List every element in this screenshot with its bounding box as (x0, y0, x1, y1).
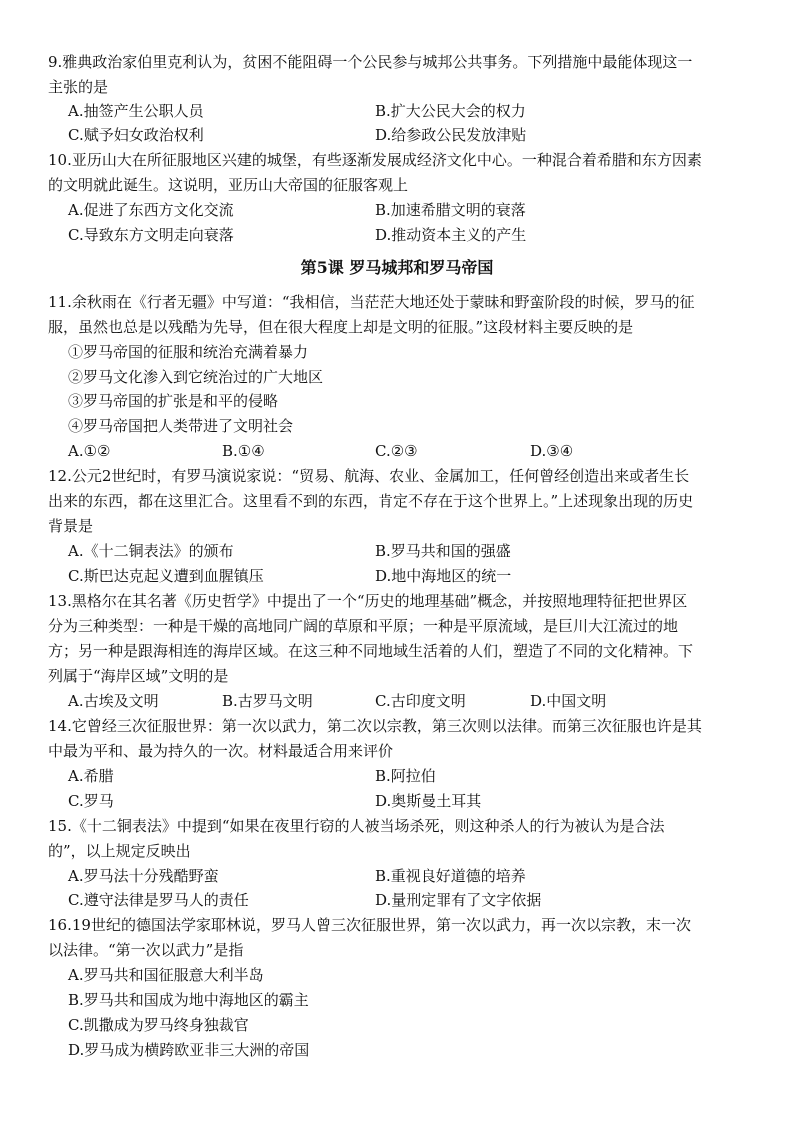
q14-stem-line-2: 中最为平和、最为持久的一次。材料最适合用来评价 (48, 742, 394, 760)
q15-option-b: B.重视良好道德的培养 (375, 867, 526, 885)
q9-option-b: B.扩大公民大会的权力 (375, 102, 526, 120)
q13-option-a: A.古埃及文明 (68, 692, 159, 710)
q14-option-c: C.罗马 (68, 792, 114, 810)
q10-option-a: A.促进了东西方文化交流 (68, 201, 234, 219)
q11-stem-line-2: 服，虽然也总是以残酷为先导，但在很大程度上却是文明的征服。”这段材料主要反映的是 (48, 318, 634, 336)
q13-stem-line-3: 方；另一种是跟海相连的海岸区域。在这三种不同地域生活着的人们，塑造了不同的文化精神。下 (48, 642, 694, 660)
q9-stem-line-2: 主张的是 (48, 78, 109, 96)
q14-option-d: D.奥斯曼土耳其 (375, 792, 482, 810)
q12-option-c: C.斯巴达克起义遭到血腥镇压 (68, 567, 264, 585)
q16-stem-line-1: 16.19世纪的德国法学家耶林说，罗马人曾三次征服世界，第一次以武力，再一次以宗教，末一次 (48, 916, 691, 934)
q16-option-b: B.罗马共和国成为地中海地区的霸主 (68, 991, 309, 1009)
q13-option-b: B.古罗马文明 (222, 692, 313, 710)
q11-option-c: C.②③ (375, 442, 418, 460)
q15-stem-line-1: 15.《十二铜表法》中提到“如果在夜里行窃的人被当场杀死，则这种杀人的行为被认为是合法 (48, 817, 665, 835)
q16-option-d: D.罗马成为横跨欧亚非三大洲的帝国 (68, 1041, 310, 1059)
q9-option-d: D.给参政公民发放津贴 (375, 126, 527, 144)
q9-stem-line-1: 9.雅典政治家伯里克利认为，贫困不能阻碍一个公民参与城邦公共事务。下列措施中最能体现这一 (48, 53, 693, 71)
q14-option-a: A.希腊 (68, 767, 114, 785)
q11-stem-line-1: 11.余秋雨在《行者无疆》中写道：“我相信，当茫茫大地还处于蒙昧和野蛮阶段的时候，罗马的征 (48, 293, 695, 311)
q13-stem-line-2: 分为三种类型：一种是干燥的高地同广阔的草原和平原；一种是平原流域，是巨川大江流过的地 (48, 617, 679, 635)
q9-option-c: C.赋予妇女政治权利 (68, 126, 204, 144)
q15-option-d: D.量刑定罪有了文字依据 (375, 891, 542, 909)
q10-option-b: B.加速希腊文明的衰落 (375, 201, 526, 219)
q11-option-d: D.③④ (530, 442, 574, 460)
q11-option-b: B.①④ (222, 442, 265, 460)
q10-stem-line-2: 的文明就此诞生。这说明，亚历山大帝国的征服客观上 (48, 176, 409, 194)
q15-option-c: C.遵守法律是罗马人的责任 (68, 891, 249, 909)
q13-stem-line-4: 列属于“海岸区域”文明的是 (48, 667, 229, 685)
q15-stem-line-2: 的”，以上规定反映出 (48, 842, 191, 860)
q12-option-b: B.罗马共和国的强盛 (375, 542, 511, 560)
q16-option-a: A.罗马共和国征服意大利半岛 (68, 966, 264, 984)
q12-option-a: A.《十二铜表法》的颁布 (68, 542, 234, 560)
q9-option-a: A.抽签产生公职人员 (68, 102, 204, 120)
q12-stem-line-2: 出来的东西，都在这里汇合。这里看不到的东西，肯定不存在于这个世界上。”上述现象出现的历史 (48, 492, 694, 510)
q12-option-d: D.地中海地区的统一 (375, 567, 512, 585)
q14-option-b: B.阿拉伯 (375, 767, 436, 785)
q10-stem-line-1: 10.亚历山大在所征服地区兴建的城堡，有些逐渐发展成经济文化中心。一种混合着希腊和东方因素 (48, 151, 702, 169)
q11-item-4: ④罗马帝国把人类带进了文明社会 (68, 417, 294, 435)
q13-option-d: D.中国文明 (530, 692, 607, 710)
q11-item-3: ③罗马帝国的扩张是和平的侵略 (68, 392, 279, 410)
q15-option-a: A.罗马法十分残酷野蛮 (68, 867, 219, 885)
q11-item-2: ②罗马文化渗入到它统治过的广大地区 (68, 368, 324, 386)
q12-stem-line-1: 12.公元2世纪时，有罗马演说家说：“贸易、航海、农业、金属加工，任何曾经创造出来或者生长 (48, 467, 690, 485)
q14-stem-line-1: 14.它曾经三次征服世界：第一次以武力，第二次以宗教，第三次则以法律。而第三次征服也许是其 (48, 717, 702, 735)
q12-stem-line-3: 背景是 (48, 517, 94, 535)
q10-option-c: C.导致东方文明走向衰落 (68, 226, 234, 244)
q16-stem-line-2: 以法律。“第一次以武力”是指 (48, 941, 244, 959)
q10-option-d: D.推动资本主义的产生 (375, 226, 527, 244)
q16-option-c: C.凯撒成为罗马终身独裁官 (68, 1016, 249, 1034)
q11-item-1: ①罗马帝国的征服和统治充满着暴力 (68, 343, 309, 361)
q13-stem-line-1: 13.黑格尔在其名著《历史哲学》中提出了一个“历史的地理基础”概念，并按照地理特征把世界区 (48, 592, 688, 610)
q11-option-a: A.①② (68, 442, 111, 460)
q13-option-c: C.古印度文明 (375, 692, 466, 710)
lesson-heading: 第5课 罗马城邦和罗马帝国 (300, 258, 494, 277)
